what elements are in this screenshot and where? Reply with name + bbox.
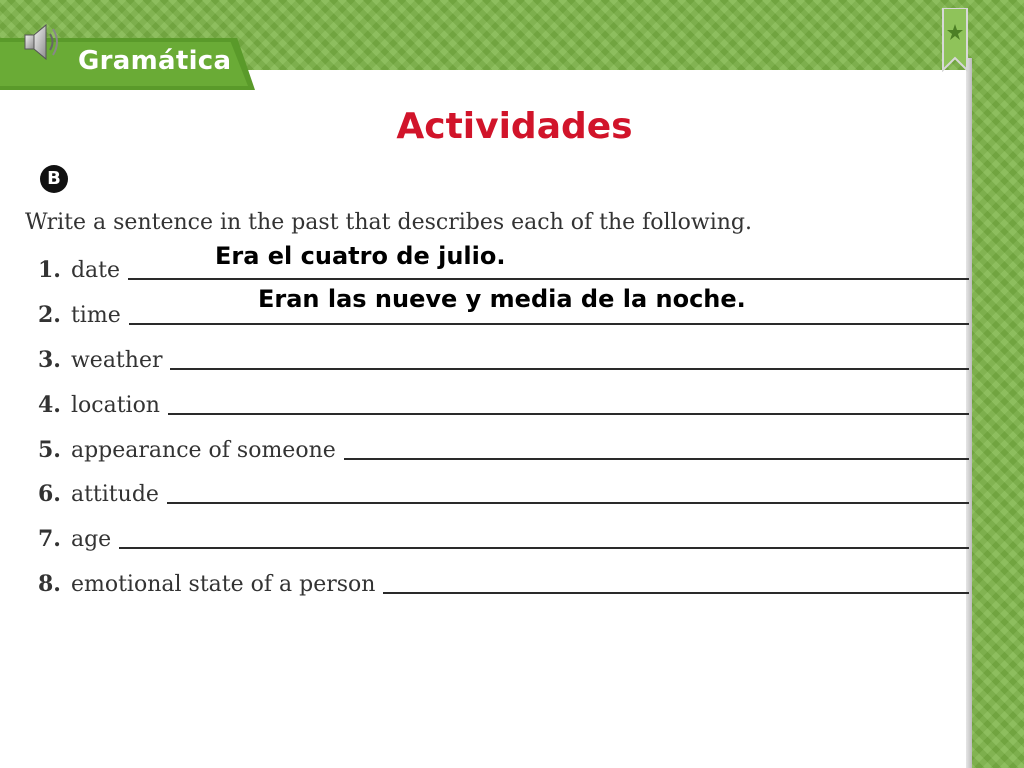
item-label: time bbox=[70, 303, 121, 328]
answer-1: Era el cuatro de julio. bbox=[215, 242, 506, 270]
item-label: location bbox=[70, 393, 160, 418]
list-item-4 bbox=[38, 388, 969, 418]
speaker-icon[interactable] bbox=[22, 20, 62, 64]
list-item-7 bbox=[38, 522, 969, 552]
answer-line-7[interactable] bbox=[119, 547, 969, 549]
list-item-6 bbox=[38, 477, 969, 507]
item-number: 3. bbox=[38, 347, 61, 373]
item-number: 5. bbox=[38, 437, 61, 463]
answer-line-2[interactable] bbox=[129, 323, 969, 325]
answer-line-3[interactable] bbox=[170, 368, 969, 370]
right-decorative-band bbox=[968, 60, 1024, 768]
item-number: 1. bbox=[38, 257, 61, 283]
answer-line-8[interactable] bbox=[383, 592, 969, 594]
answer-line-1[interactable] bbox=[128, 278, 969, 280]
answer-line-5[interactable] bbox=[344, 458, 969, 460]
item-label: date bbox=[70, 258, 121, 283]
answer-2: Eran las nueve y media de la noche. bbox=[258, 285, 746, 313]
list-item-8 bbox=[38, 567, 969, 597]
item-label: weather bbox=[70, 348, 163, 373]
instructions-text: Write a sentence in the past that describes each of the following. bbox=[25, 210, 752, 235]
item-label: age bbox=[70, 527, 112, 552]
bookmark-ribbon-icon[interactable] bbox=[941, 8, 969, 72]
list-item-5 bbox=[38, 433, 969, 463]
section-title: Gramática bbox=[78, 46, 232, 76]
item-number: 4. bbox=[38, 392, 61, 418]
section-badge: B bbox=[40, 165, 68, 193]
item-number: 7. bbox=[38, 526, 61, 552]
item-number: 8. bbox=[38, 571, 61, 597]
item-label: appearance of someone bbox=[70, 438, 336, 463]
item-number: 2. bbox=[38, 302, 61, 328]
list-item-3 bbox=[38, 343, 969, 373]
answer-line-4[interactable] bbox=[168, 413, 969, 415]
item-number: 6. bbox=[38, 481, 61, 507]
answer-line-6[interactable] bbox=[167, 502, 969, 504]
item-label: emotional state of a person bbox=[70, 572, 376, 597]
item-label: attitude bbox=[70, 482, 159, 507]
page-title: Actividades bbox=[396, 106, 633, 147]
